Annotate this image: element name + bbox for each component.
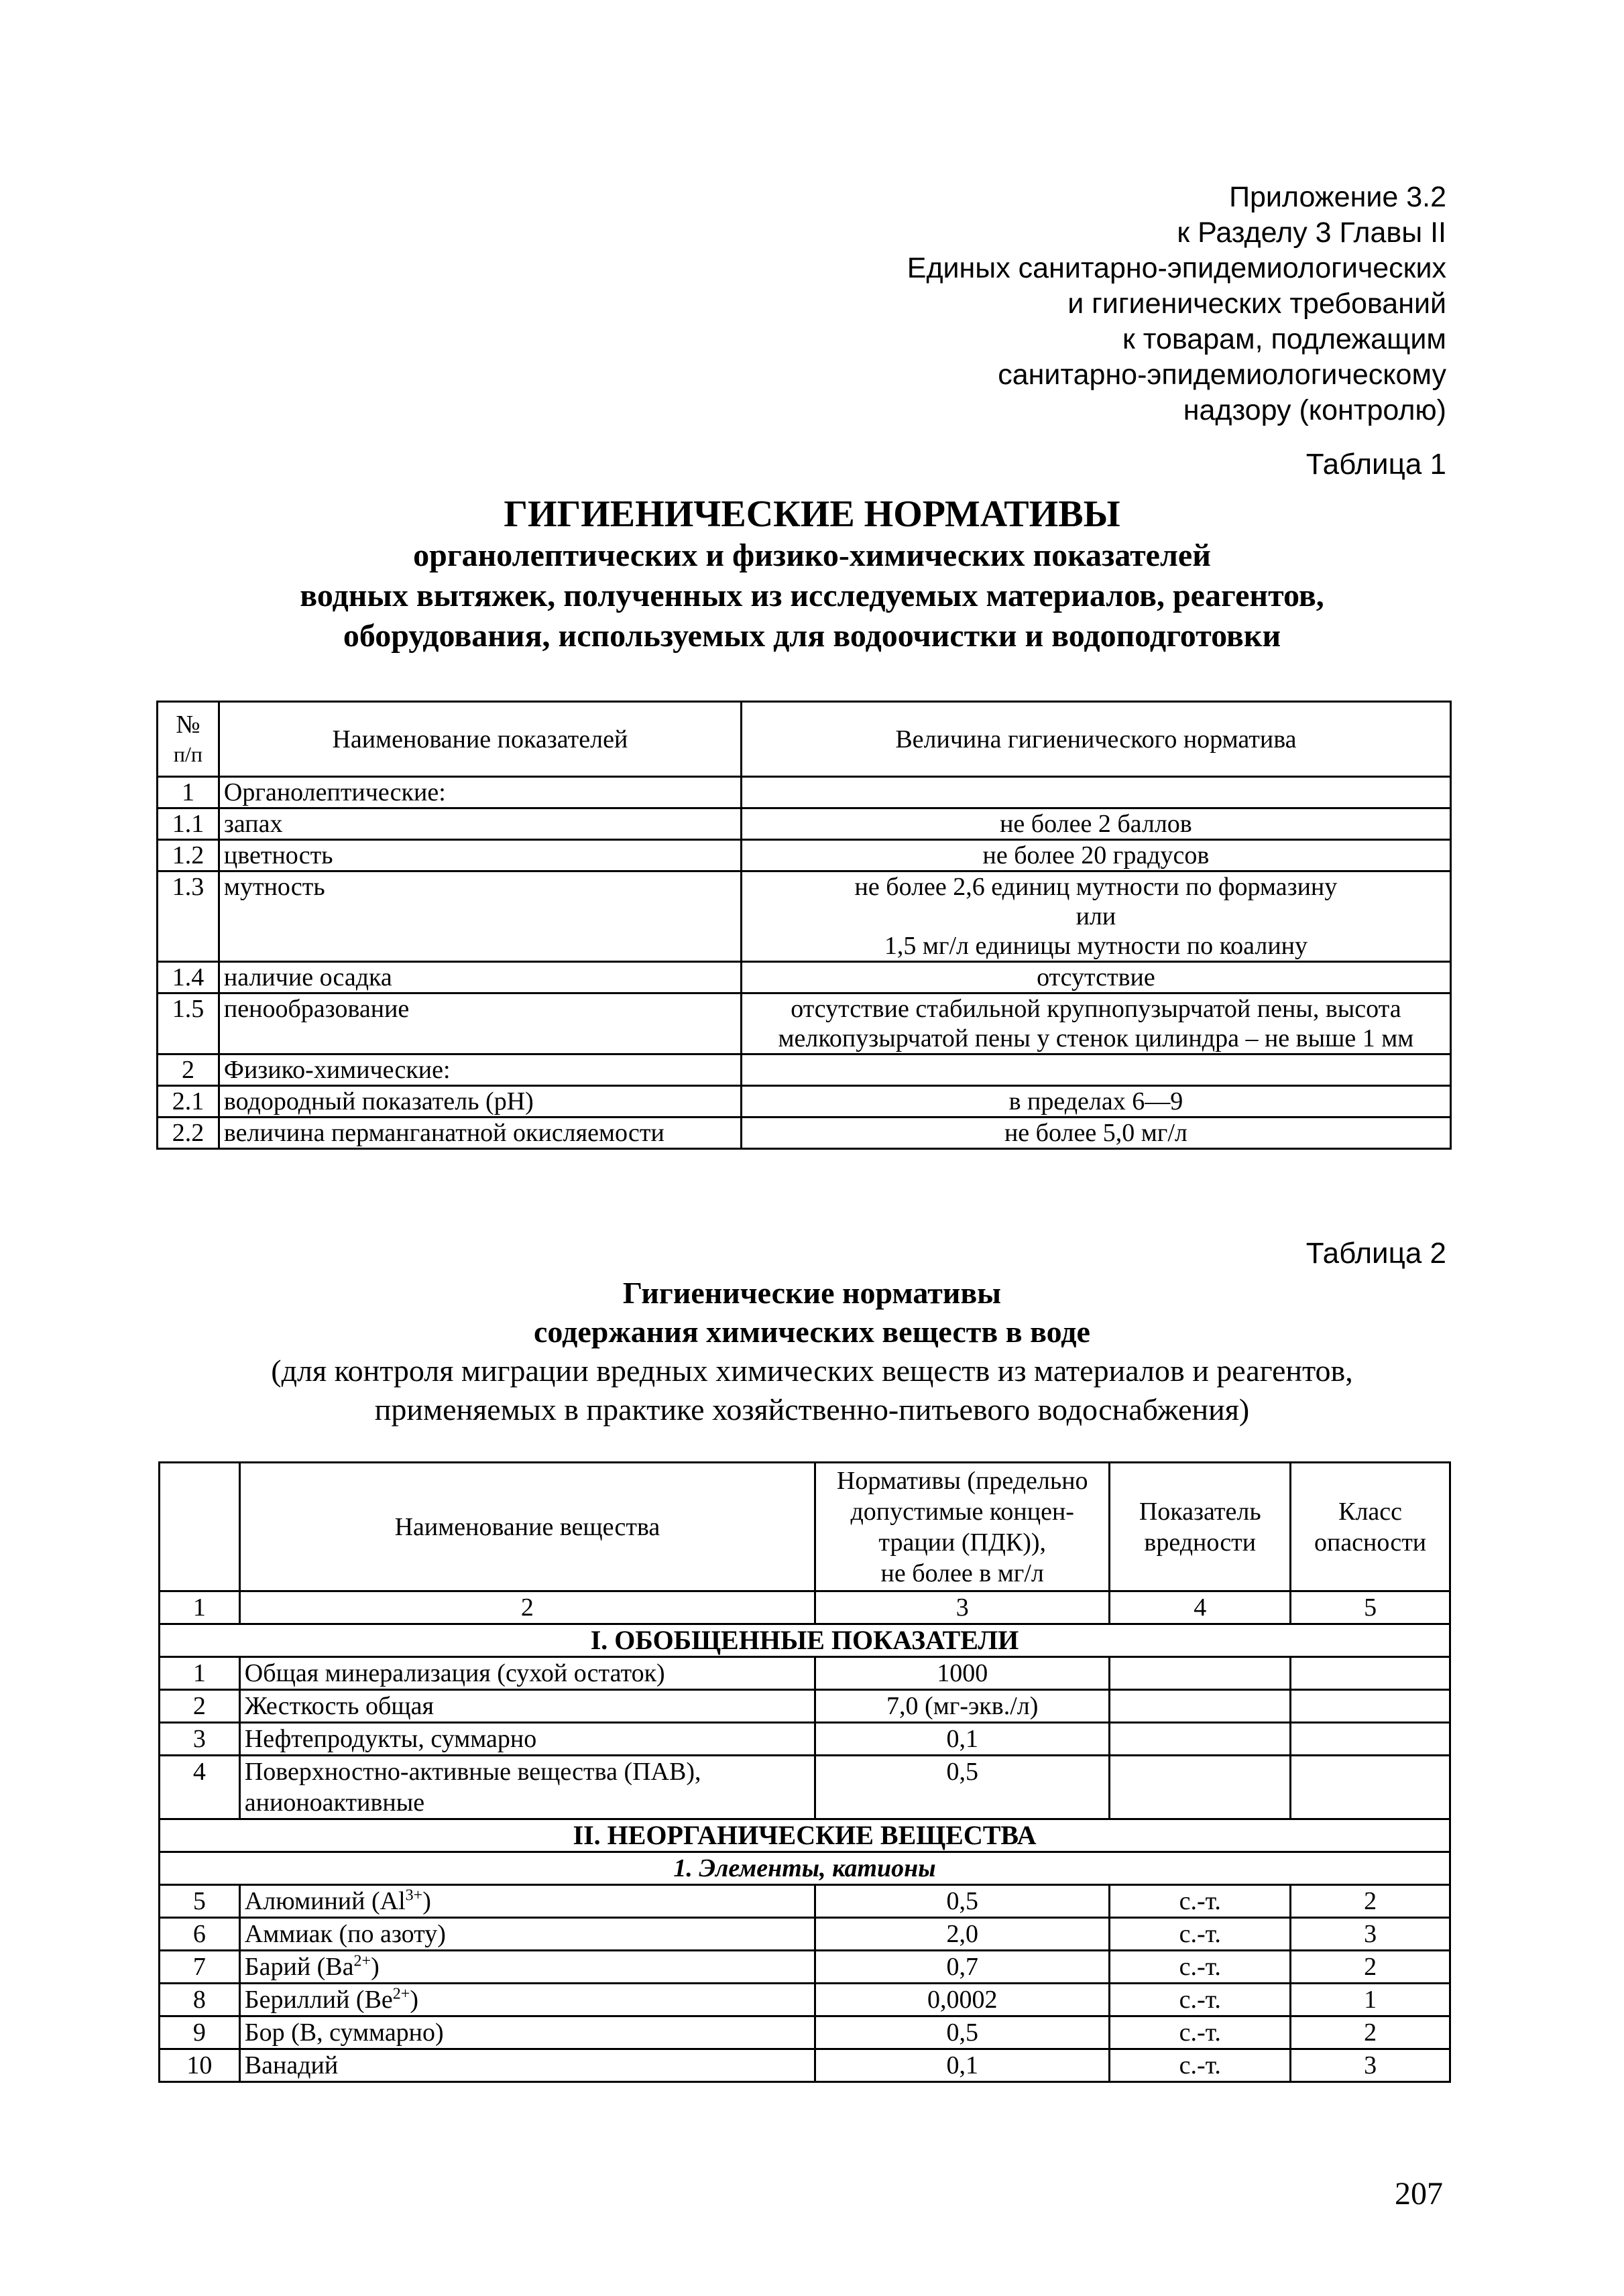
table2-cell-class: 3: [1291, 1918, 1450, 1951]
table1-cell-num: 1: [158, 777, 219, 808]
table1-cell-value: [741, 993, 1450, 1054]
header-line: к Разделу 3 Главы II: [1177, 217, 1446, 249]
table2-title-block: [134, 1274, 1490, 1429]
table2-cell-name: [239, 1984, 815, 2016]
table2-row: [160, 1723, 1450, 1756]
table2-cell-num: 7: [160, 1951, 240, 1984]
table2-section-title-row: [160, 1624, 1450, 1657]
table2-subsection-title: 1. Элементы, катионы: [160, 1852, 1450, 1885]
table2-cell-class: 2: [1291, 1951, 1450, 1984]
table1-row: [158, 808, 1451, 840]
table2-cell-num: 2: [160, 1690, 240, 1723]
table1-cell-value: [741, 871, 1450, 962]
table1-row: [158, 993, 1451, 1054]
table1-cell-num: 1.2: [158, 840, 219, 871]
table1-cell-value: [741, 777, 1450, 808]
table2-row: [160, 1885, 1450, 1918]
table2-cell-name: [239, 2016, 815, 2049]
table2-row: [160, 2049, 1450, 2082]
table2-name-text: Барий (Ba: [244, 1953, 354, 1981]
table1-subtitle: [134, 536, 1490, 656]
table1-cell-num: 2.1: [158, 1086, 219, 1117]
table1-value-line: [746, 778, 1446, 804]
table1-value-line: отсутствие: [1037, 963, 1155, 991]
table1-value-line: не более 5,0 мг/л: [1004, 1119, 1187, 1147]
table2-cell-pdk: 0,0002: [815, 1984, 1110, 2016]
table2-cell-pdk: 0,7: [815, 1951, 1110, 1984]
table1-cell-name: Органолептические:: [219, 777, 741, 808]
table2-header-line: опасности: [1314, 1528, 1427, 1557]
table2-column-number: 5: [1291, 1591, 1450, 1624]
table2-cell-num: 6: [160, 1918, 240, 1951]
table2-name-line: Нефтепродукты, суммарно: [244, 1725, 537, 1753]
table1-header-num-line1: №: [176, 710, 200, 739]
table1-row: [158, 871, 1451, 962]
table1-value-line: отсутствие стабильной крупнопузырчатой пены, высота: [791, 995, 1401, 1023]
table2-column-number: 2: [239, 1591, 815, 1624]
table2-row: [160, 1984, 1450, 2016]
table2-name-end: ): [410, 1986, 418, 2014]
table2-cell-indicator: [1110, 1690, 1291, 1723]
table2-cell-num: 4: [160, 1756, 240, 1819]
table1: [156, 701, 1452, 1150]
table1-cell-value: [741, 1086, 1450, 1117]
table2-subsection-title-row: [160, 1852, 1450, 1885]
table2-header-name: Наименование вещества: [239, 1463, 815, 1591]
table1-label: Таблица 1: [1306, 448, 1446, 481]
table2-name-text: Алюминий (Al: [244, 1887, 406, 1915]
table2-header-num: [160, 1463, 240, 1591]
table2-row: [160, 1657, 1450, 1690]
table2-cell-pdk: 2,0: [815, 1918, 1110, 1951]
table2-cell-num: 8: [160, 1984, 240, 2016]
table2-cell-pdk: 0,1: [815, 2049, 1110, 2082]
table1-value-line: мелкопузырчатой пены у стенок цилиндра – не выше 1 мм: [778, 1024, 1414, 1052]
table1-cell-num: 2.2: [158, 1117, 219, 1149]
table2-cell-class: [1291, 1690, 1450, 1723]
appendix-header: [709, 180, 1446, 428]
table1-cell-name: наличие осадка: [219, 962, 741, 993]
header-line: надзору (контролю): [1183, 394, 1446, 426]
table2-cell-class: [1291, 1723, 1450, 1756]
table2-header-class: [1291, 1463, 1450, 1591]
table2-column-numbers-row: [160, 1591, 1450, 1624]
table1-cell-num: 1.1: [158, 808, 219, 840]
table2-row: [160, 1951, 1450, 1984]
table2-column-number: 1: [160, 1591, 240, 1624]
table2-name-end: ): [422, 1887, 431, 1915]
table1-row: [158, 1086, 1451, 1117]
table2-cell-pdk: 7,0 (мг-экв./л): [815, 1690, 1110, 1723]
table2-cell-num: 9: [160, 2016, 240, 2049]
table1-cell-value: [741, 808, 1450, 840]
table1-cell-num: 1.4: [158, 962, 219, 993]
table1-value-line: не более 2 баллов: [1000, 810, 1192, 838]
table2-cell-name: [239, 1756, 815, 1819]
table1-header-value: Величина гигиенического норматива: [741, 702, 1450, 777]
table1-row: [158, 840, 1451, 871]
table1-subtitle-line: органолептических и физико-химических показателей: [413, 538, 1211, 573]
table2-cell-indicator: [1110, 1756, 1291, 1819]
table2-title-line: Гигиенические нормативы: [622, 1276, 1002, 1310]
table2-row: [160, 1756, 1450, 1819]
table2-cell-pdk: 0,5: [815, 1756, 1110, 1819]
table2-cell-name: [239, 1951, 815, 1984]
table2-cell-indicator: [1110, 1657, 1291, 1690]
table2-cell-class: [1291, 1657, 1450, 1690]
table2-name-line: Поверхностно-активные вещества (ПАВ),: [244, 1758, 701, 1786]
table2-subtitle-line: применяемых в практике хозяйственно-питьевого водоснабжения): [374, 1392, 1250, 1427]
table2-section-title: II. НЕОРГАНИЧЕСКИЕ ВЕЩЕСТВА: [160, 1819, 1450, 1852]
table2-header-line: Класс: [1338, 1497, 1403, 1526]
table1-cell-name: мутность: [219, 871, 741, 962]
table2-name-text: Ванадий: [244, 2051, 339, 2079]
table2-header-line: вредности: [1144, 1528, 1257, 1557]
table2-cell-class: 1: [1291, 1984, 1450, 2016]
table1-row: [158, 1117, 1451, 1149]
table2-subtitle-line: (для контроля миграции вредных химических веществ из материалов и реагентов,: [271, 1353, 1353, 1388]
table2-name-line: Жесткость общая: [244, 1692, 434, 1720]
table2-row: [160, 1690, 1450, 1723]
table2-cell-name: [239, 1690, 815, 1723]
table2-header-line: допустимые концен-: [850, 1497, 1074, 1526]
header-line: и гигиенических требований: [1067, 288, 1446, 320]
table2-name-text: Аммиак (по азоту): [244, 1920, 446, 1948]
table2-title: [134, 1274, 1490, 1351]
table2-cell-indicator: с.-т.: [1110, 2016, 1291, 2049]
table2-cell-indicator: [1110, 1723, 1291, 1756]
table1-cell-num: 2: [158, 1054, 219, 1086]
table1-value-line: или: [1076, 902, 1116, 930]
table1-value-line: в пределах 6—9: [1008, 1087, 1183, 1115]
table2-name-superscript: 2+: [353, 1952, 371, 1970]
table2-header-indicator: [1110, 1463, 1291, 1591]
table2-cell-indicator: с.-т.: [1110, 1951, 1291, 1984]
table2-cell-class: [1291, 1756, 1450, 1819]
table1-value-line: [746, 1055, 1446, 1082]
table1-title-block: [134, 493, 1490, 656]
page-number: 207: [1395, 2176, 1443, 2212]
table2-row: [160, 2016, 1450, 2049]
table1-subtitle-line: оборудования, используемых для водоочистки и водоподготовки: [343, 618, 1281, 654]
table2-cell-num: 5: [160, 1885, 240, 1918]
table2-name-text: Бор (B, суммарно): [244, 2018, 444, 2047]
table2-cell-indicator: с.-т.: [1110, 2049, 1291, 2082]
table2-header-pdk: [815, 1463, 1110, 1591]
table1-title: ГИГИЕНИЧЕСКИЕ НОРМАТИВЫ: [504, 493, 1120, 535]
header-line: санитарно-эпидемиологическому: [998, 359, 1446, 391]
table2-label: Таблица 2: [1306, 1237, 1446, 1270]
table2-cell-pdk: 0,5: [815, 2016, 1110, 2049]
table1-row: [158, 1054, 1451, 1086]
table2-title-line: содержания химических веществ в воде: [534, 1315, 1090, 1349]
table2-cell-name: [239, 1885, 815, 1918]
table2-cell-name: [239, 2049, 815, 2082]
table2-name-superscript: 3+: [405, 1886, 423, 1905]
table2-row: [160, 1918, 1450, 1951]
table2-section-title: I. ОБОБЩЕННЫЕ ПОКАЗАТЕЛИ: [160, 1624, 1450, 1657]
table1-cell-name: запах: [219, 808, 741, 840]
table1-cell-value: [741, 1117, 1450, 1149]
table1-row: [158, 777, 1451, 808]
table2-name-line: Общая минерализация (сухой остаток): [244, 1659, 665, 1687]
table2-name-superscript: 2+: [392, 1985, 410, 2003]
table2-cell-name: [239, 1918, 815, 1951]
table1-cell-num: 1.5: [158, 993, 219, 1054]
table1-header-num: [158, 702, 219, 777]
table2-cell-num: 10: [160, 2049, 240, 2082]
header-line: Приложение 3.2: [1229, 181, 1446, 213]
table2-cell-class: 2: [1291, 2016, 1450, 2049]
table2-header-line: трации (ПДК)),: [878, 1528, 1047, 1557]
table2-cell-num: 1: [160, 1657, 240, 1690]
table1-value-line: 1,5 мг/л единицы мутности по коалину: [884, 932, 1308, 960]
table1-header-num-line2: п/п: [173, 741, 203, 766]
table2-column-number: 3: [815, 1591, 1110, 1624]
table2-cell-name: [239, 1657, 815, 1690]
table2-cell-class: 2: [1291, 1885, 1450, 1918]
table2-cell-indicator: с.-т.: [1110, 1885, 1291, 1918]
table1-subtitle-line: водных вытяжек, полученных из исследуемых материалов, реагентов,: [300, 578, 1324, 613]
table2-cell-indicator: с.-т.: [1110, 1984, 1291, 2016]
table2-header-line: Нормативы (предельно: [836, 1466, 1088, 1495]
table1-cell-name: цветность: [219, 840, 741, 871]
table2-name-text: Бериллий (Be: [244, 1986, 393, 2014]
table2-name-end: ): [371, 1953, 380, 1981]
table1-value-line: не более 20 градусов: [982, 841, 1210, 869]
header-line: к товарам, подлежащим: [1122, 323, 1446, 355]
table2-subtitle: [134, 1351, 1490, 1429]
table1-cell-name: величина перманганатной окисляемости: [219, 1117, 741, 1149]
table1-cell-value: [741, 1054, 1450, 1086]
table2-section-title-row: [160, 1819, 1450, 1852]
table1-cell-value: [741, 840, 1450, 871]
table2-column-number: 4: [1110, 1591, 1291, 1624]
table1-cell-num: 1.3: [158, 871, 219, 962]
table2-header-line: Показатель: [1139, 1497, 1261, 1526]
table1-row: [158, 962, 1451, 993]
table1-cell-name: пенообразование: [219, 993, 741, 1054]
table2-cell-pdk: 0,1: [815, 1723, 1110, 1756]
table2: [158, 1461, 1451, 2083]
table1-cell-name: Физико-химические:: [219, 1054, 741, 1086]
table1-header-name: Наименование показателей: [219, 702, 741, 777]
table2-cell-pdk: 1000: [815, 1657, 1110, 1690]
table1-cell-value: [741, 962, 1450, 993]
header-line: Единых санитарно-эпидемиологических: [907, 252, 1446, 284]
table2-cell-pdk: 0,5: [815, 1885, 1110, 1918]
table2-header-line: не более в мг/л: [880, 1559, 1044, 1587]
table2-cell-class: 3: [1291, 2049, 1450, 2082]
table2-cell-num: 3: [160, 1723, 240, 1756]
table2-cell-indicator: с.-т.: [1110, 1918, 1291, 1951]
table2-name-line: анионоактивные: [244, 1789, 425, 1817]
table1-value-line: не более 2,6 единиц мутности по формазину: [854, 873, 1338, 901]
table2-cell-name: [239, 1723, 815, 1756]
table1-cell-name: водородный показатель (pH): [219, 1086, 741, 1117]
